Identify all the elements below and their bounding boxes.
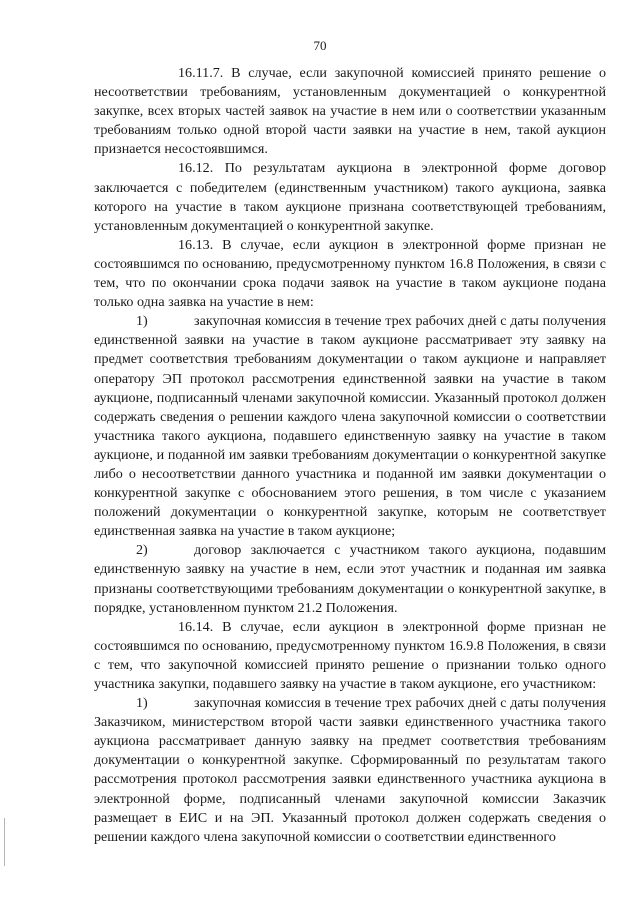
list-item-16-14-1: [94, 694, 606, 847]
list-item-text: закупочная комиссия в течение трех рабочих дней с даты получения единственной заявки на участие в таком аукционе рассматривает эту заявку на предмет соответствия требованиям документации о таком аукционе и направляет оператору ЭП протокол рассмотрения единственной заявки на участие в таком аукционе, подписанный членами закупочной комиссии. Указанный протокол должен содержать сведения о решении каждого члена закупочной комиссии о соответствии участника такого аукциона, подавшего единственную заявку на участие в таком аукционе, и поданной им заявки требованиям документации о конкурентной закупке либо о несоответствии данного участника и поданной им заявки документации о конкурентной закупке с обоснованием этого решения, в том числе с указанием положений документации о конкурентной закупке, которым не соответствует единственная заявка на участие в таком аукционе;: [94, 313, 606, 540]
paragraph-number: 16.13.: [178, 236, 214, 253]
document-body: [94, 64, 606, 847]
paragraph-16-14: [94, 618, 606, 694]
paragraph-text: В случае, если аукцион в электронной форме признан не состоявшимся по основанию, предусмотренному пунктом 16.9.8 Положения, в связи с тем, что закупочной комиссией принято решение о признании только одного участника закупки, подавшего заявку на участие в таком аукционе, его участником:: [94, 618, 606, 692]
paragraph-16-12: [94, 159, 606, 235]
list-item-16-13-2: [94, 541, 606, 617]
list-item-16-13-1: [94, 312, 606, 541]
paragraph-number: 16.14.: [178, 618, 214, 635]
list-item-number: 1): [136, 313, 148, 330]
paragraph-number: 16.11.7.: [178, 65, 224, 81]
paragraph-16-11-7: [94, 64, 606, 159]
list-item-number: 1): [136, 695, 148, 712]
page-number: 70: [313, 38, 327, 53]
list-item-text: договор заключается с участником такого аукциона, подавшим единственную заявку на участие в нем, если этот участник и поданная им заявка признаны соответствующими требованиям документации о конкурентной закупке, в порядке, установленном пунктом 21.2 Положения.: [94, 542, 606, 616]
paragraph-text: По результатам аукциона в электронной форме договор заключается с победителем (единственным участником) такого аукциона, заявка которого на участие в таком аукционе признана соответствующей требованиям, установленным документацией о конкурентной закупке.: [94, 160, 606, 234]
margin-mark: [4, 818, 5, 866]
paragraph-text: В случае, если закупочной комиссией принято решение о несоответствии требованиям, установленным документацией о конкурентной закупке, всех вторых частей заявок на участие в нем или о соответствии указанным требованиям только одной второй части заявки на участие в нем, такой аукцион признается несостоявшимся.: [94, 65, 606, 158]
list-item-number: 2): [136, 542, 148, 559]
paragraph-text: В случае, если аукцион в электронной форме признан не состоявшимся по основанию, предусмотренному пунктом 16.8 Положения, в связи с тем, что по окончании срока подачи заявок на участие в таком аукционе подана только одна заявка на участие в нем:: [94, 236, 606, 311]
list-item-text: закупочная комиссия в течение трех рабочих дней с даты получения Заказчиком, министерством второй части заявки единственного участника такого аукциона рассматривает данную заявку на предмет соответствия требованиям документации о конкурентной закупке. Сформированный по результатам такого рассмотрения протокол рассмотрения заявки единственного участника аукциона в электронной форме, подписанный членами закупочной комиссии Заказчик размещает в ЕИС и на ЭП. Указанный протокол должен содержать сведения о решении каждого члена закупочной комиссии о соответствии единственного: [94, 695, 606, 845]
paragraph-16-13: [94, 236, 606, 312]
paragraph-number: 16.12.: [178, 160, 214, 177]
